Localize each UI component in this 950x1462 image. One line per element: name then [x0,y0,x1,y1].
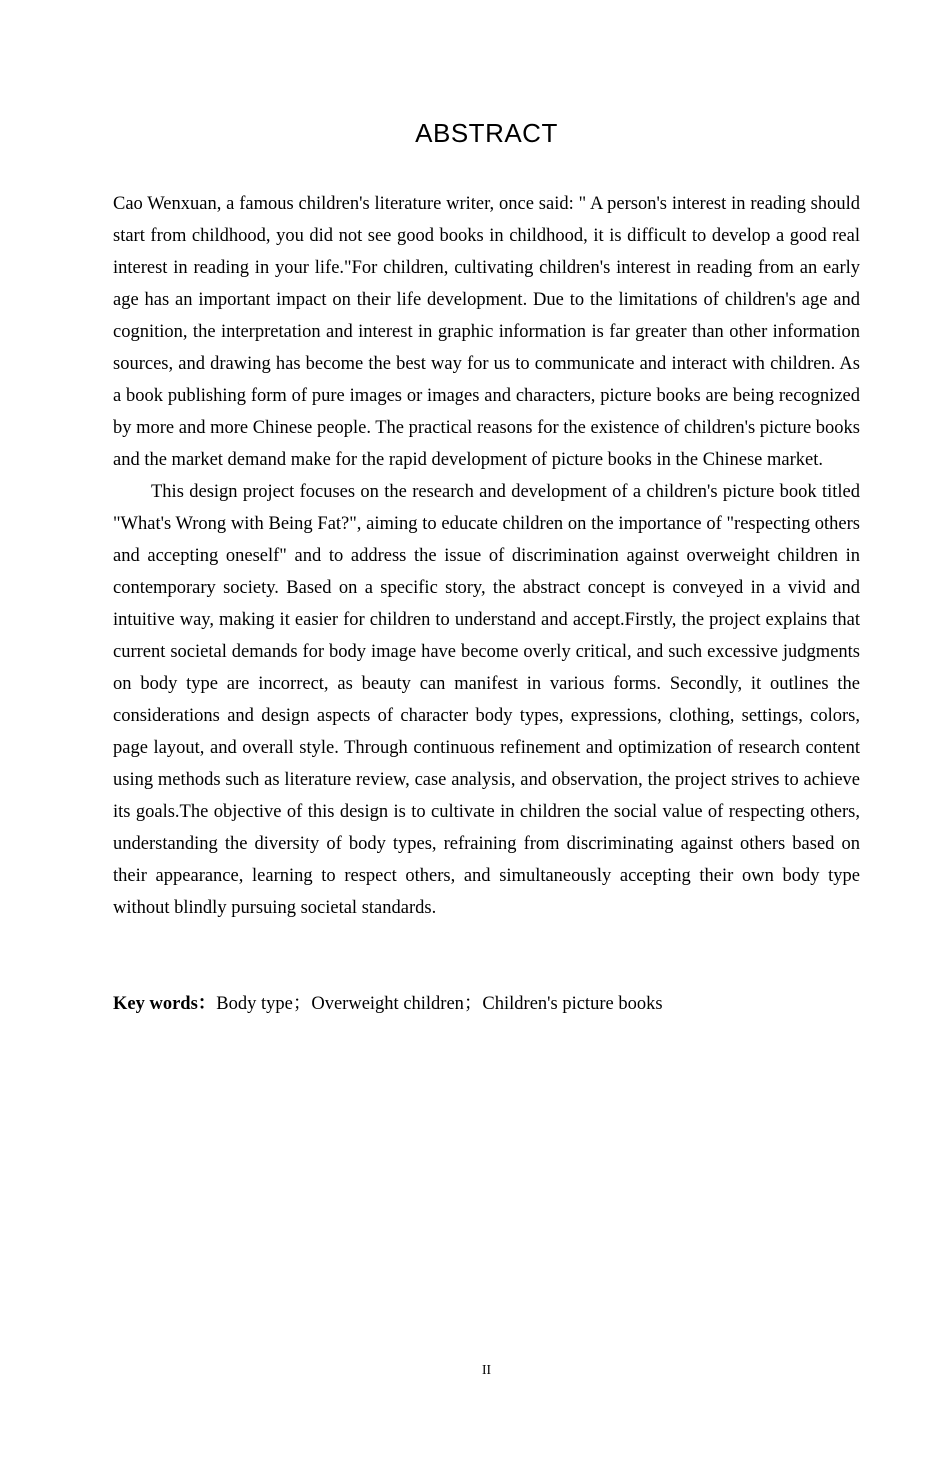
page-number: II [482,1362,491,1377]
keywords-text: Body type；Overweight children；Children's picture books [216,994,663,1014]
keywords-label: Key words： [113,994,217,1014]
abstract-paragraph-1: Cao Wenxuan, a famous children's literature writer, once said: " A person's interest in reading should start from childhood, you did not see good books in childhood, it is difficult to develop a good real interest in reading in your life."For children, cultivating children's interest in reading from an early age has an important impact on their life development. Due to the limitations of children's age and cognition, the interpretation and interest in graphic information is far greater than other information sources, and drawing has become the best way for us to communicate and interact with children. As a book publishing form of pure images or images and characters, picture books are being recognized by more and more Chinese people. The practical reasons for the existence of children's picture books and the market demand make for the rapid development of picture books in the Chinese market. [113,194,860,470]
page-title: ABSTRACT [415,118,558,148]
document-page [0,118,950,1462]
abstract-paragraph-2: This design project focuses on the research and development of a children's picture book titled "What's Wrong with Being Fat?", aiming to educate children on the importance of "respecting others and accepting oneself" and to address the issue of discrimination against overweight children in contemporary society. Based on a specific story, the abstract concept is conveyed in a vivid and intuitive way, making it easier for children to understand and accept.Firstly, the project explains that current societal demands for body image have become overly critical, and such excessive judgments on body type are incorrect, as beauty can manifest in various forms. Secondly, it outlines the considerations and design aspects of character body types, expressions, clothing, settings, colors, page layout, and overall style. Through continuous refinement and optimization of research content using methods such as literature review, case analysis, and observation, the project strives to achieve its goals.The objective of this design is to cultivate in children the social value of respecting others, understanding the diversity of body types, refraining from discriminating against others based on their appearance, learning to respect others, and simultaneously accepting their own body type without blindly pursuing societal standards. [113,482,860,918]
keywords-line [113,988,860,1020]
